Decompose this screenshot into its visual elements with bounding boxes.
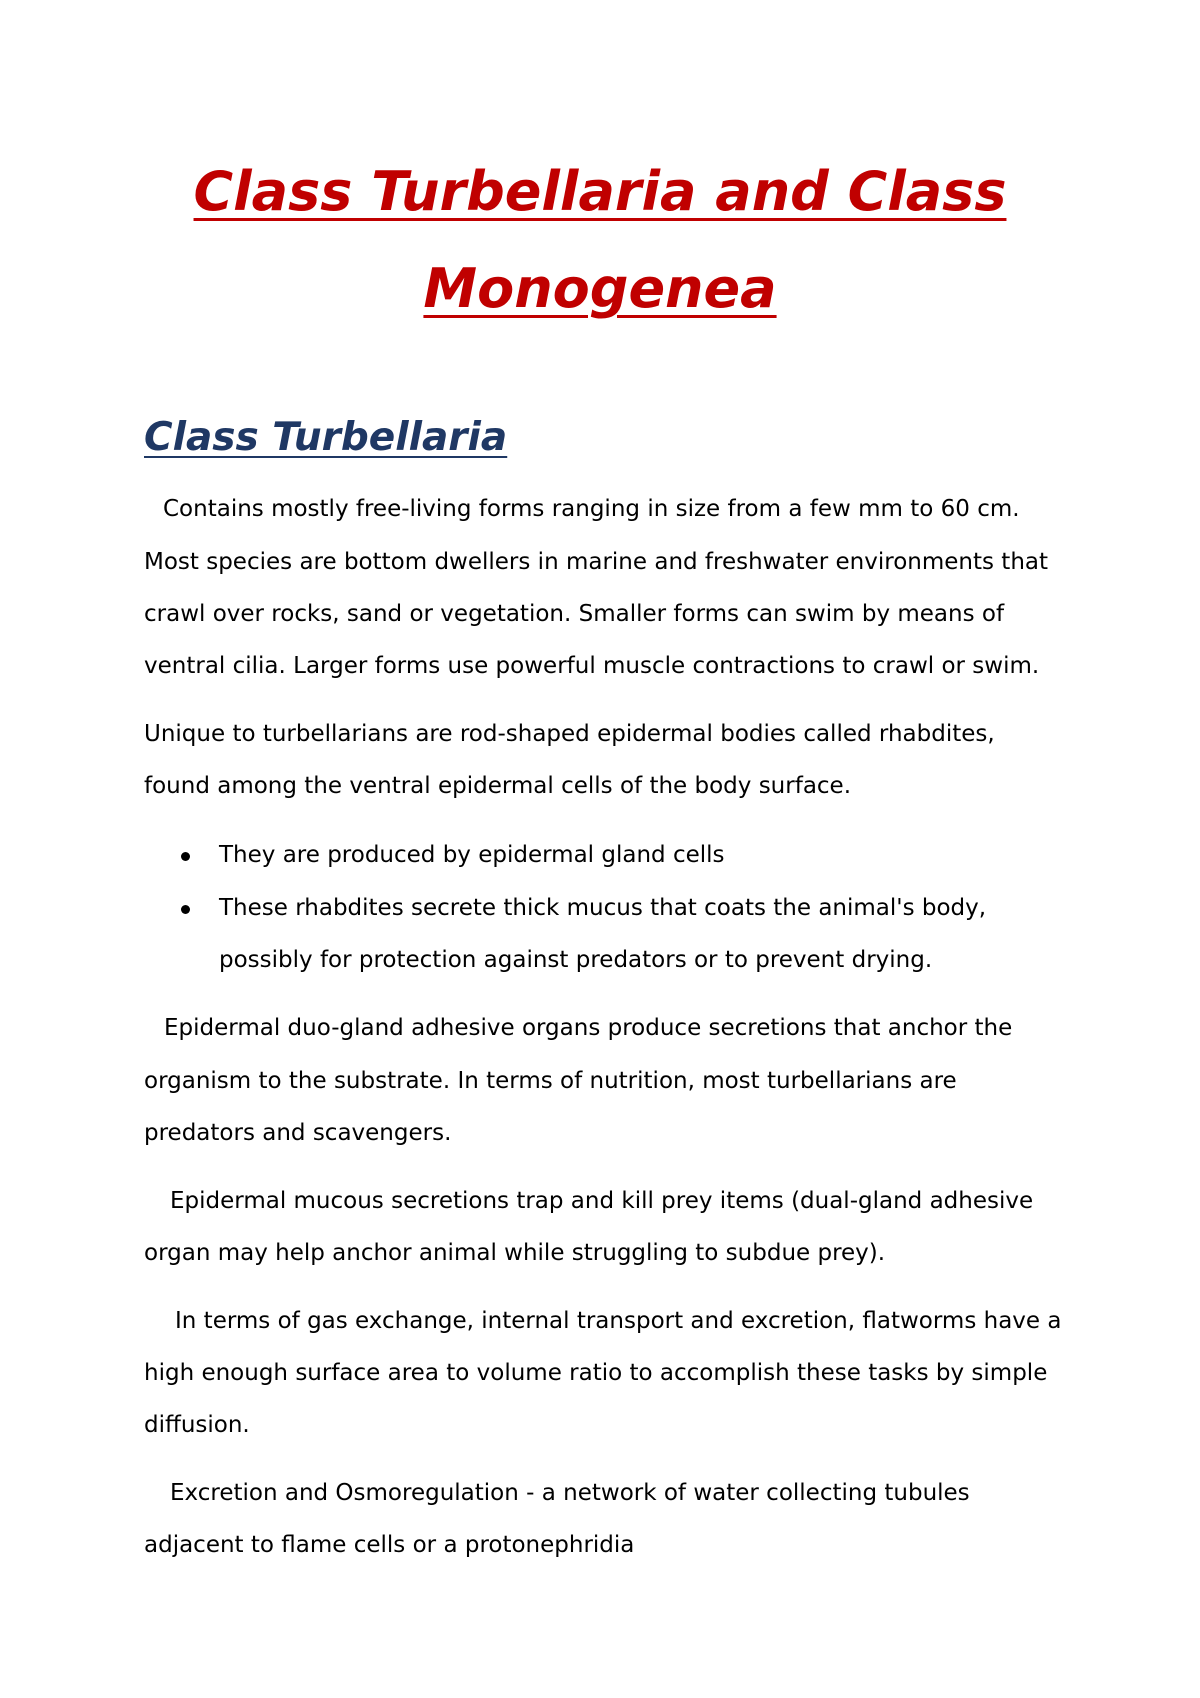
bullet-item-continuation: possibly for protection against predators or to prevent drying. <box>219 947 933 973</box>
document-title-line-2: Monogenea <box>423 257 777 320</box>
paragraph-line: predators and scavengers. <box>144 1120 452 1146</box>
paragraph-line: Contains mostly free-living forms ranging in size from a few mm to 60 cm. <box>163 496 1020 522</box>
paragraph-line: Excretion and Osmoregulation - a network of water collecting tubules <box>170 1480 970 1506</box>
section-heading: Class Turbellaria <box>144 415 508 460</box>
bullet-item: These rhabdites secrete thick mucus that coats the animal's body, <box>219 895 987 921</box>
bullet-icon <box>181 905 190 914</box>
bullet-item: They are produced by epidermal gland cells <box>219 842 725 868</box>
paragraph-line: found among the ventral epidermal cells of the body surface. <box>144 773 852 799</box>
paragraph-line: organ may help anchor animal while struggling to subdue prey). <box>144 1240 886 1266</box>
paragraph-line: In terms of gas exchange, internal transport and excretion, flatworms have a <box>175 1308 1062 1334</box>
paragraph-line: diffusion. <box>144 1412 250 1438</box>
paragraph-line: Unique to turbellarians are rod-shaped epidermal bodies called rhabdites, <box>144 721 995 747</box>
paragraph-line: Epidermal mucous secretions trap and kill prey items (dual-gland adhesive <box>170 1188 1034 1214</box>
paragraph-line: ventral cilia. Larger forms use powerful muscle contractions to crawl or swim. <box>144 653 1040 679</box>
paragraph-line: organism to the substrate. In terms of nutrition, most turbellarians are <box>144 1068 957 1094</box>
document-title-line-1: Class Turbellaria and Class <box>193 160 1007 223</box>
paragraph-line: crawl over rocks, sand or vegetation. Smaller forms can swim by means of <box>144 601 1005 627</box>
paragraph-line: Most species are bottom dwellers in marine and freshwater environments that <box>144 549 1049 575</box>
paragraph-line: high enough surface area to volume ratio to accomplish these tasks by simple <box>144 1360 1048 1386</box>
bullet-icon <box>181 852 190 861</box>
paragraph-line: adjacent to flame cells or a protonephridia <box>144 1532 635 1558</box>
paragraph-line: Epidermal duo-gland adhesive organs produce secretions that anchor the <box>164 1015 1013 1041</box>
